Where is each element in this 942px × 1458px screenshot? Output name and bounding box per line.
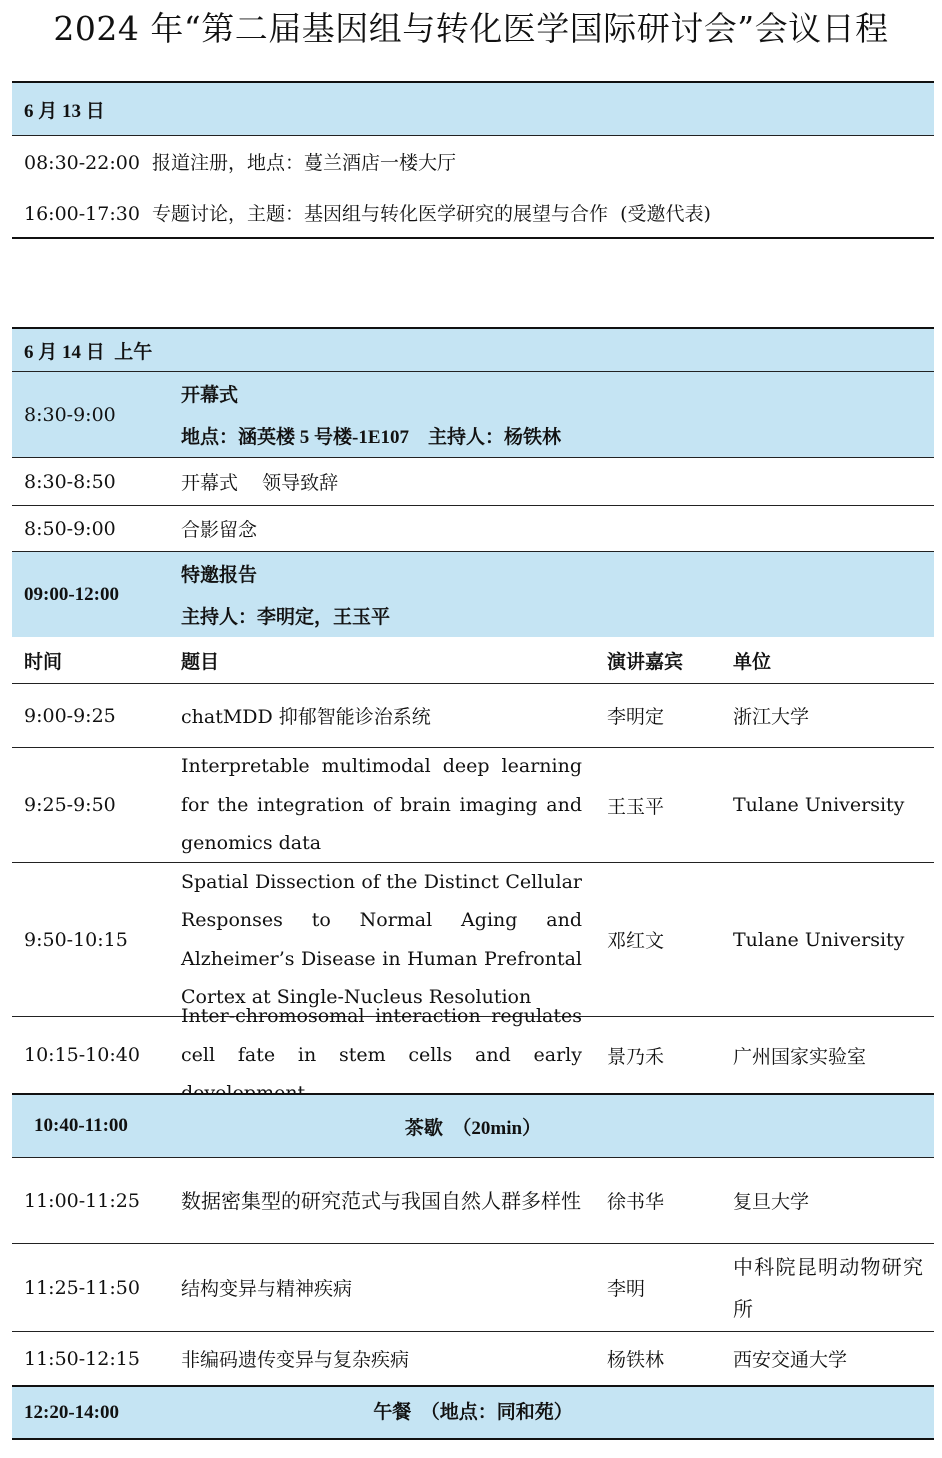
talk-org: 西安交通大学 <box>733 1349 848 1371</box>
talk-row <box>12 1005 934 1093</box>
day2-header <box>12 327 934 371</box>
talk-topic: Inter-chromosomal interaction regulates cell fate in stem cells and early <box>181 1005 582 1066</box>
invited-section-row <box>12 551 934 637</box>
schedule-row <box>12 505 934 551</box>
talk-org: Tulane University <box>733 794 905 816</box>
row-time: 8:50-9:00 <box>24 517 116 540</box>
talk-row <box>12 862 934 1016</box>
col-org: 单位 <box>733 651 772 673</box>
talk-speaker: 徐书华 <box>607 1191 665 1213</box>
lunch-label: 午餐 （地点：同和苑） <box>373 1402 573 1423</box>
day2-header-label: 6 月 14 日 上午 <box>24 341 153 363</box>
talk-topic: chatMDD 抑郁智能诊治系统 <box>181 706 431 728</box>
col-speaker: 演讲嘉宾 <box>607 651 684 673</box>
invited-time: 09:00-12:00 <box>24 583 119 605</box>
talk-speaker: 李明 <box>607 1278 646 1300</box>
talk-org: 广州国家实验室 <box>733 1045 867 1068</box>
invited-title: 特邀报告 <box>181 564 258 586</box>
talk-speaker: 王玉平 <box>607 795 665 818</box>
day1-item <box>12 187 934 239</box>
page-title: 2024 年“第二届基因组与转化医学国际研讨会”会议日程 <box>53 9 889 48</box>
talk-time: 10:15-10:40 <box>24 1044 140 1066</box>
talk-row <box>12 1331 934 1385</box>
tea-break-row <box>12 1093 934 1157</box>
talk-time: 11:00-11:25 <box>24 1189 140 1212</box>
day1-table <box>12 81 934 239</box>
col-time: 时间 <box>24 651 63 673</box>
talk-time: 9:25-9:50 <box>24 794 116 816</box>
talk-topic: 结构变异与精神疾病 <box>181 1278 353 1300</box>
talk-row <box>12 683 934 747</box>
day1-header <box>12 81 934 135</box>
talk-topic: Spatial Dissection of the Distinct Cellular Responses to Normal Aging and Alzheimer’s Disease in Human Prefrontal Cortex at Single-Nucleus Resolution <box>181 870 582 1008</box>
lunch-row <box>12 1385 934 1440</box>
lunch-time: 12:20-14:00 <box>24 1401 119 1423</box>
talk-speaker: 邓红文 <box>607 930 665 952</box>
row-topic: 开幕式 领导致辞 <box>181 472 339 494</box>
talk-topic: 非编码遗传变异与复杂疾病 <box>181 1349 410 1371</box>
opening-section-row <box>12 371 934 457</box>
talk-time: 9:50-10:15 <box>24 928 128 951</box>
talk-time: 11:25-11:50 <box>24 1276 140 1299</box>
talk-speaker: 李明定 <box>607 706 665 728</box>
tea-break-label: 茶歇 （20min） <box>404 1117 542 1139</box>
tea-break-time: 10:40-11:00 <box>34 1115 128 1136</box>
day1-item-text: 16:00-17:30 专题讨论，主题：基因组与转化医学研究的展望与合作 (受邀代表) <box>24 202 711 225</box>
talk-topic: Interpretable multimodal deep learning for the integration of brain imaging and genomics data <box>181 755 582 855</box>
talk-speaker: 杨铁林 <box>607 1349 665 1371</box>
invited-host: 主持人：李明定，王玉平 <box>181 607 391 629</box>
col-topic: 题目 <box>181 651 220 673</box>
talk-org: 浙江大学 <box>733 706 810 728</box>
talk-row <box>12 747 934 862</box>
talk-time: 9:00-9:25 <box>24 704 116 727</box>
talk-time: 11:50-12:15 <box>24 1347 140 1370</box>
day1-item-text: 08:30-22:00 报道注册，地点：蔓兰酒店一楼大厅 <box>24 152 457 174</box>
opening-time: 8:30-9:00 <box>24 403 116 426</box>
talk-org: 复旦大学 <box>733 1191 810 1213</box>
talk-org: Tulane University <box>733 928 905 951</box>
day1-item <box>12 135 934 187</box>
schedule-row <box>12 457 934 505</box>
talk-row <box>12 1243 934 1331</box>
day1-header-label: 6 月 13 日 <box>24 100 105 122</box>
column-header-row <box>12 637 934 683</box>
opening-detail: 地点：涵英楼 5 号楼-1E107 主持人：杨铁林 <box>181 427 562 449</box>
talk-row <box>12 1157 934 1243</box>
talk-speaker: 景乃禾 <box>607 1045 665 1068</box>
row-topic: 合影留念 <box>181 519 258 541</box>
talk-org: 中科院昆明动物研究所 <box>733 1254 923 1321</box>
opening-title: 开幕式 <box>181 384 239 406</box>
talk-topic: 数据密集型的研究范式与我国自然人群多样性 <box>181 1188 581 1213</box>
row-time: 8:30-8:50 <box>24 470 116 493</box>
day2-table <box>12 327 934 1440</box>
